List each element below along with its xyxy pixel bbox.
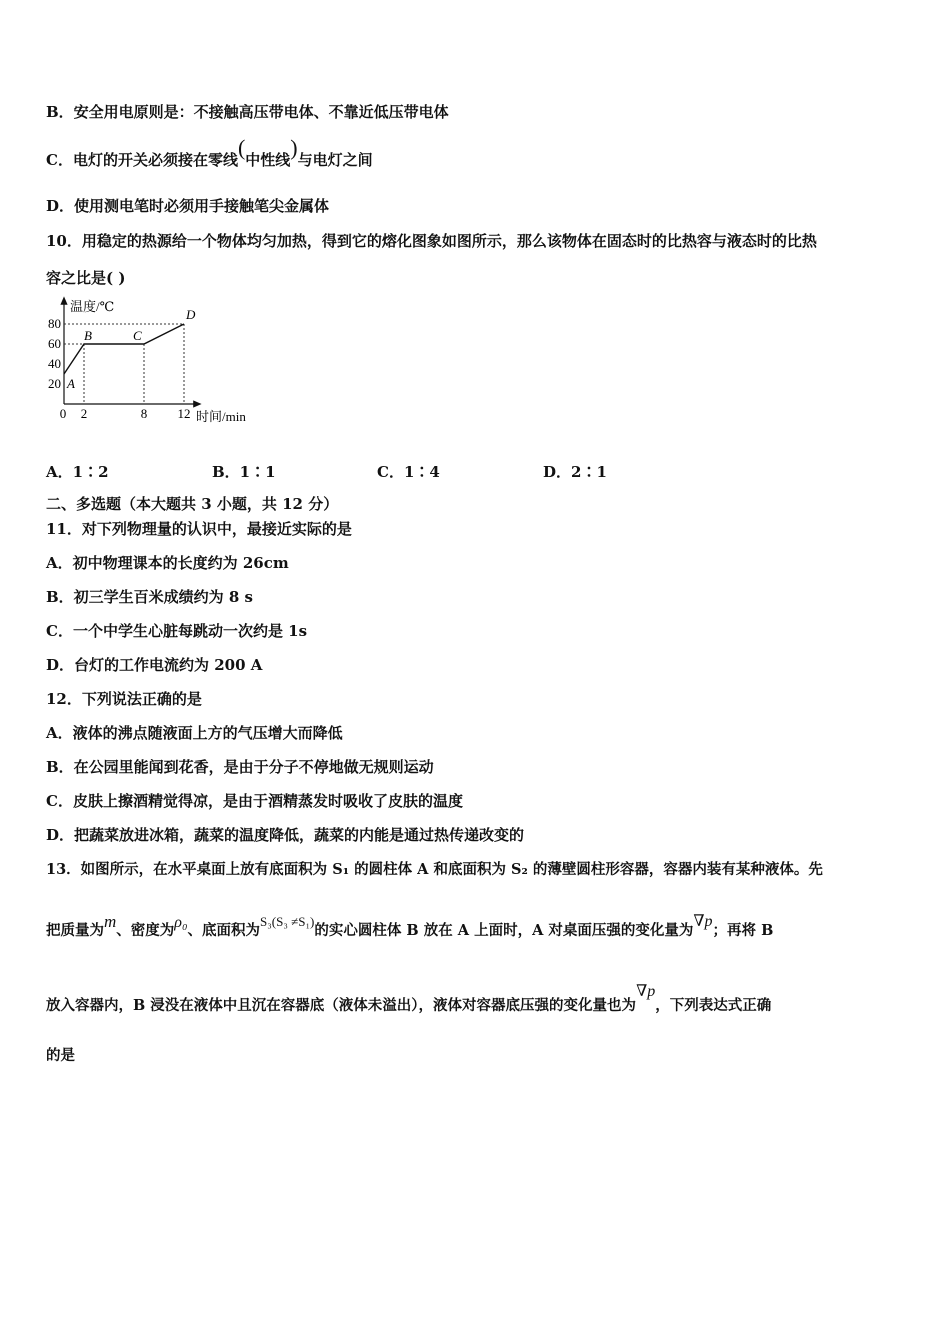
q11-option-a: A．初中物理课本的长度约为 26cm xyxy=(46,554,289,572)
q12-option-d: D．把蔬菜放进冰箱，蔬菜的温度降低，蔬菜的内能是通过热传递改变的 xyxy=(46,826,525,844)
q13-l2-e: ；再将 B xyxy=(712,922,774,939)
q9-option-c-post: 与电灯之间 xyxy=(297,151,373,169)
q13-l2-s: S₃(S₃ ≠S₁) xyxy=(260,914,315,929)
x-axis-label: 时间/min xyxy=(196,409,246,424)
section-2-heading: 二、多选题（本大题共 3 小题，共 12 分） xyxy=(46,495,339,513)
y-tick-label-80: 80 xyxy=(48,316,61,331)
point-label-C: C xyxy=(133,328,142,343)
q12-option-a: A．液体的沸点随液面上方的气压增大而降低 xyxy=(46,724,343,742)
q13-l2-b: 、密度为 xyxy=(116,922,175,939)
q11-option-b: B．初三学生百米成绩约为 8 s xyxy=(46,588,254,606)
q11-stem: 11．对下列物理量的认识中，最接近实际的是 xyxy=(46,520,352,538)
q12-stem: 12．下列说法正确的是 xyxy=(46,690,202,708)
melting-graph xyxy=(38,294,273,428)
y-tick-label-60: 60 xyxy=(48,336,61,351)
point-label-D: D xyxy=(186,307,196,322)
q10-stem-line1: 10．用稳定的热源给一个物体均匀加热，得到它的熔化图象如图所示，那么该物体在固态时的比热容与液态时的比热 xyxy=(46,232,817,250)
q13-l3-b: ，下列表达式正确 xyxy=(655,997,772,1014)
q11-option-d: D．台灯的工作电流约为 200 A xyxy=(46,656,263,674)
q12-option-b: B．在公园里能闻到花香，是由于分子不停地做无规则运动 xyxy=(46,758,434,776)
y-tick-label-40: 40 xyxy=(48,356,61,371)
y-axis-label: 温度/℃ xyxy=(70,299,115,314)
q9-option-b: B．安全用电原则是：不接触高压带电体、不靠近低压带电体 xyxy=(46,103,449,121)
q13-line2 xyxy=(46,912,774,941)
q13-l2-c: 、底面积为 xyxy=(187,922,261,939)
q12-option-c: C．皮肤上擦酒精觉得凉，是由于酒精蒸发时吸收了皮肤的温度 xyxy=(46,792,463,810)
q10-option-d: D．2∶1 xyxy=(543,463,607,481)
q10-option-a: A．1∶2 xyxy=(46,463,109,481)
q9-option-c-pre: C．电灯的开关必须接在零线 xyxy=(46,151,238,169)
x-tick-label-2: 2 xyxy=(80,406,88,421)
q13-line1: 13．如图所示，在水平桌面上放有底面积为 S₁ 的圆柱体 A 和底面积为 S₂ 的薄壁圆柱形容器，容器内装有某种液体。先 xyxy=(46,861,823,878)
q13-l2-d: 的实心圆柱体 B 放在 A 上面时，A 对桌面压强的变化量为 xyxy=(314,922,694,939)
q10-option-c: C．1∶4 xyxy=(377,463,440,481)
q13-l2-dp: ∇p xyxy=(693,913,713,930)
point-label-A: A xyxy=(67,376,75,391)
q9-option-d: D．使用测电笔时必须用手接触笔尖金属体 xyxy=(46,197,330,215)
q13-l3-dp: ∇p xyxy=(636,983,656,1000)
x-tick-label-0: 0 xyxy=(59,406,67,421)
point-label-B: B xyxy=(84,328,92,343)
q13-line4: 的是 xyxy=(46,1047,75,1064)
q13-l2-a: 把质量为 xyxy=(46,922,104,939)
q13-l3-a: 放入容器内，B 浸没在液体中且沉在容器底（液体未溢出），液体对容器底压强的变化量也为 xyxy=(46,997,637,1014)
q13-l2-rho: ρ₀ xyxy=(174,914,188,931)
q9-option-c: C．电灯的开关必须接在零线(中性线)与电灯之间 xyxy=(46,135,373,169)
q13-l2-m: m xyxy=(104,912,117,931)
x-tick-label-8: 8 xyxy=(140,406,148,421)
q10-stem-line2: 容之比是( ) xyxy=(46,269,126,287)
x-tick-label-12: 12 xyxy=(177,406,191,421)
q13-line3 xyxy=(46,983,772,1016)
q9-option-c-paren: 中性线 xyxy=(245,151,291,169)
y-tick-label-20: 20 xyxy=(48,376,61,391)
melting-curve-line xyxy=(64,324,184,374)
q10-option-b: B．1∶1 xyxy=(212,463,276,481)
q11-option-c: C．一个中学生心脏每跳动一次约是 1s xyxy=(46,622,308,640)
